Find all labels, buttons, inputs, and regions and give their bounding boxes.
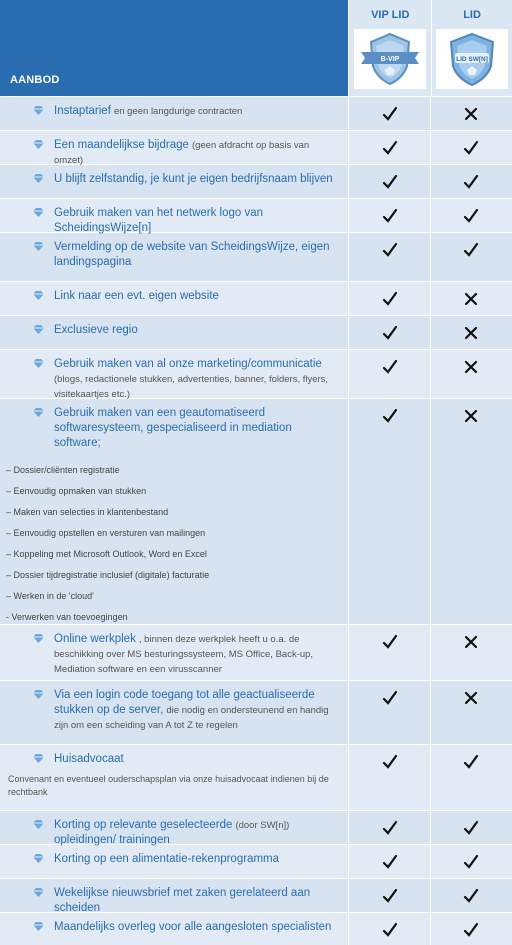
check-icon xyxy=(382,359,398,375)
row-label: Gebruik maken van al onze marketing/communicatie xyxy=(54,358,322,370)
row-feature xyxy=(0,199,349,232)
sublist-item: – Eenvoudig opmaken van stukken xyxy=(6,486,147,496)
row-feature xyxy=(0,97,349,130)
check-icon xyxy=(463,140,479,156)
vip-cell xyxy=(349,913,431,945)
table-row xyxy=(0,315,512,349)
lid-cell xyxy=(431,811,511,844)
check-icon xyxy=(382,634,398,650)
table-header xyxy=(0,0,512,96)
row-feature xyxy=(0,350,349,398)
vip-cell xyxy=(349,97,431,130)
table-row xyxy=(0,164,512,198)
row-feature xyxy=(0,399,349,624)
vip-shield-icon xyxy=(355,30,425,88)
lid-cell xyxy=(431,625,511,680)
check-icon xyxy=(382,291,398,307)
check-icon xyxy=(463,174,479,190)
diamond-bullet-icon xyxy=(33,754,44,763)
lid-cell xyxy=(431,845,511,878)
row-label: Via een login code toegang tot alle geactualiseerde stukken op de server, xyxy=(54,689,315,716)
lid-cell xyxy=(431,681,511,744)
row-feature xyxy=(0,131,349,164)
header-vip-lid xyxy=(349,0,432,96)
diamond-bullet-icon xyxy=(33,820,44,829)
check-icon xyxy=(382,690,398,706)
table-row xyxy=(0,624,512,680)
cross-icon xyxy=(463,106,479,122)
diamond-bullet-icon xyxy=(33,140,44,149)
table-row xyxy=(0,878,512,912)
check-icon xyxy=(463,208,479,224)
row-feature xyxy=(0,625,349,680)
row-feature xyxy=(0,879,349,912)
check-icon xyxy=(382,140,398,156)
cross-icon xyxy=(463,408,479,424)
sublist-item: – Dossier tijdregistratie inclusief (digitale) facturatie xyxy=(6,570,210,580)
lid-cell xyxy=(431,131,511,164)
check-icon xyxy=(382,754,398,770)
table-row xyxy=(0,96,512,130)
vip-cell xyxy=(349,399,431,624)
lid-cell xyxy=(431,199,511,232)
table-body xyxy=(0,96,512,945)
row-note: die nodig en ondersteunend en handig zijn om een scheiding van A tot Z te regelen xyxy=(54,705,329,731)
check-icon xyxy=(463,820,479,836)
lid-cell xyxy=(431,399,511,624)
row-label: Korting op relevante geselecteerde xyxy=(54,819,233,831)
lid-badge xyxy=(436,29,508,89)
cross-icon xyxy=(463,359,479,375)
check-icon xyxy=(463,754,479,770)
table-row xyxy=(0,398,512,624)
diamond-bullet-icon xyxy=(33,690,44,699)
row-note: (geen afdracht op basis van omzet) xyxy=(54,140,310,166)
lid-cell xyxy=(431,745,511,810)
diamond-bullet-icon xyxy=(33,325,44,334)
check-icon xyxy=(382,408,398,424)
row-note: (door SW[n]) xyxy=(235,820,290,831)
sublist-item: – Koppeling met Microsoft Outlook, Word en Excel xyxy=(6,549,207,559)
vip-cell xyxy=(349,199,431,232)
diamond-bullet-icon xyxy=(33,854,44,863)
check-icon xyxy=(382,325,398,341)
table-row xyxy=(0,744,512,810)
sublist-item: – Eenvoudig opstellen en versturen van mailingen xyxy=(6,528,206,538)
lid-cell xyxy=(431,165,511,198)
row-label: Online werkplek xyxy=(54,633,136,645)
lid-title: LID xyxy=(463,9,481,21)
lid-badge-text: LID SW[N] xyxy=(456,56,488,63)
table-row xyxy=(0,844,512,878)
check-icon xyxy=(382,208,398,224)
check-icon xyxy=(382,106,398,122)
lid-cell xyxy=(431,282,511,315)
table-row xyxy=(0,198,512,232)
diamond-bullet-icon xyxy=(33,242,44,251)
row-label: Wekelijkse nieuwsbrief met zaken gerelateerd aan scheiden xyxy=(54,887,311,914)
vip-cell xyxy=(349,879,431,912)
vip-badge-text: B-VIP xyxy=(380,56,400,63)
row-note: , binnen deze werkplek heeft u o.a. de beschikking over MS besturingssysteem, MS Office, Back-up, Mediation software en een virusscanner xyxy=(54,634,314,675)
check-icon xyxy=(382,854,398,870)
lid-cell xyxy=(431,350,511,398)
table-row xyxy=(0,912,512,945)
diamond-bullet-icon xyxy=(33,922,44,931)
row-label-cont: opleidingen/ trainingen xyxy=(54,834,170,846)
vip-cell xyxy=(349,811,431,844)
row-label: Vermelding op de website van ScheidingsWijze, eigen landingspagina xyxy=(54,241,330,268)
row-label: Gebruik maken van een geautomatiseerd softwaresysteem, gespecialiseerd in mediation software; xyxy=(54,407,292,449)
vip-cell xyxy=(349,681,431,744)
row-label: Exclusieve regio xyxy=(54,324,138,336)
vip-cell xyxy=(349,233,431,281)
sublist-item: - Verwerken van toevoegingen xyxy=(6,612,128,622)
check-icon xyxy=(382,242,398,258)
cross-icon xyxy=(463,325,479,341)
sublist-item: – Dossier/cliënten registratie xyxy=(6,465,120,475)
table-row xyxy=(0,680,512,744)
cross-icon xyxy=(463,634,479,650)
row-feature xyxy=(0,681,349,744)
vip-cell xyxy=(349,282,431,315)
diamond-bullet-icon xyxy=(33,408,44,417)
check-icon xyxy=(382,888,398,904)
lid-cell xyxy=(431,913,511,945)
cross-icon xyxy=(463,690,479,706)
diamond-bullet-icon xyxy=(33,888,44,897)
diamond-bullet-icon xyxy=(33,634,44,643)
diamond-bullet-icon xyxy=(33,291,44,300)
row-feature xyxy=(0,316,349,349)
table-row xyxy=(0,232,512,281)
lid-cell xyxy=(431,879,511,912)
row-feature xyxy=(0,913,349,945)
vip-cell xyxy=(349,316,431,349)
row-note: (blogs, redactionele stukken, advertenties, banner, folders, flyers, visitekaartjes etc.) xyxy=(54,374,329,400)
diamond-bullet-icon xyxy=(33,106,44,115)
lid-cell xyxy=(431,233,511,281)
check-icon xyxy=(382,922,398,938)
table-row xyxy=(0,810,512,844)
cross-icon xyxy=(463,291,479,307)
lid-cell xyxy=(431,316,511,349)
row-label: Maandelijks overleg voor alle aangesloten specialisten xyxy=(54,921,332,933)
header-lid xyxy=(432,0,512,96)
vip-cell xyxy=(349,165,431,198)
diamond-bullet-icon xyxy=(33,174,44,183)
row-label: Een maandelijkse bijdrage xyxy=(54,139,189,151)
diamond-bullet-icon xyxy=(33,359,44,368)
check-icon xyxy=(463,888,479,904)
row-label: Instaptarief xyxy=(54,105,111,117)
row-label: Korting op een alimentatie-rekenprogramma xyxy=(54,853,280,865)
vip-cell xyxy=(349,131,431,164)
aanbod-label: AANBOD xyxy=(10,74,60,86)
row-feature xyxy=(0,282,349,315)
row-feature xyxy=(0,845,349,878)
lid-cell xyxy=(431,97,511,130)
vip-cell xyxy=(349,350,431,398)
vip-lid-title: VIP LID xyxy=(371,9,410,21)
table-row xyxy=(0,281,512,315)
row-feature xyxy=(0,233,349,281)
lid-shield-icon xyxy=(437,30,507,88)
diamond-bullet-icon xyxy=(33,208,44,217)
row-extra-note: Convenant en eventueel ouderschapsplan via onze huisadvocaat indienen bij de rechtbank xyxy=(8,774,329,797)
row-feature xyxy=(0,165,349,198)
check-icon xyxy=(463,854,479,870)
row-label: Gebruik maken van het netwerk logo van ScheidingsWijze[n] xyxy=(54,207,264,234)
table-row xyxy=(0,130,512,164)
row-label: Huisadvocaat xyxy=(54,753,124,765)
sublist-item: – Werken in de 'cloud' xyxy=(6,591,94,601)
check-icon xyxy=(463,242,479,258)
row-label: U blijft zelfstandig, je kunt je eigen bedrijfsnaam blijven xyxy=(54,173,333,185)
row-feature xyxy=(0,811,349,844)
row-note: en geen langdurige contracten xyxy=(113,106,243,117)
check-icon xyxy=(463,922,479,938)
vip-cell xyxy=(349,845,431,878)
vip-cell xyxy=(349,745,431,810)
row-feature xyxy=(0,745,349,810)
header-aanbod xyxy=(0,0,349,96)
vip-badge xyxy=(354,29,426,89)
check-icon xyxy=(382,820,398,836)
check-icon xyxy=(382,174,398,190)
vip-cell xyxy=(349,625,431,680)
table-row xyxy=(0,349,512,398)
sublist-item: – Maken van selecties in klantenbestand xyxy=(6,507,169,517)
row-label: Link naar een evt. eigen website xyxy=(54,290,219,302)
